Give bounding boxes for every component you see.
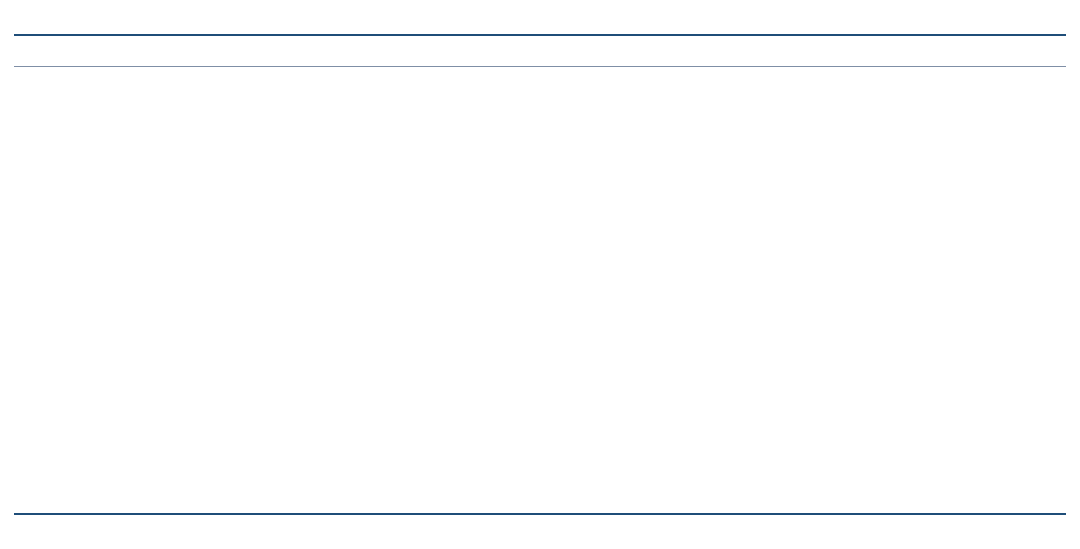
top-rule [14, 34, 1066, 36]
header-rule [14, 66, 1066, 67]
bottom-rule [14, 513, 1066, 515]
